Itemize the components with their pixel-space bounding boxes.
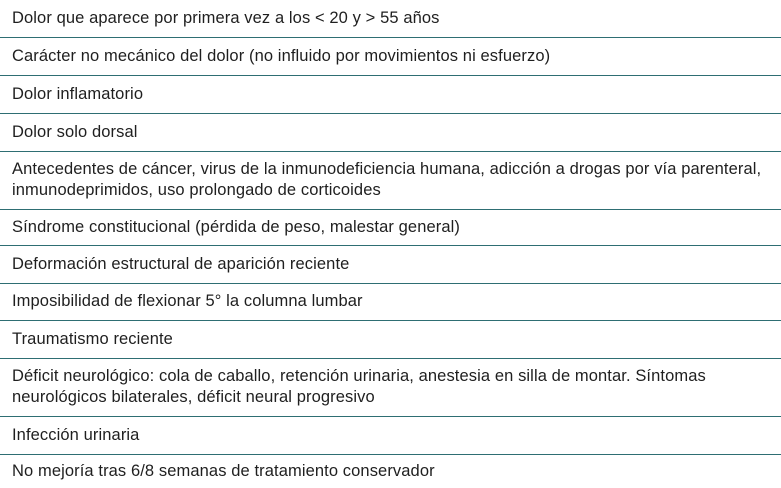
table-cell: Imposibilidad de flexionar 5° la columna lumbar — [0, 283, 781, 320]
table-cell: Síndrome constitucional (pérdida de peso, malestar general) — [0, 209, 781, 245]
table-row — [0, 209, 781, 245]
table-row — [0, 37, 781, 75]
table-cell: Antecedentes de cáncer, virus de la inmunodeficiencia humana, adicción a drogas por vía parenteral, inmunodeprimidos, uso prolongado de corticoides — [0, 151, 781, 209]
table-cell: No mejoría tras 6/8 semanas de tratamiento conservador — [12, 461, 435, 480]
table-row — [0, 320, 781, 358]
table-row — [0, 0, 781, 37]
table-cell: Dolor inflamatorio — [0, 75, 781, 113]
table-row — [0, 245, 781, 283]
table-cell: Dolor que aparece por primera vez a los < 20 y > 55 años — [0, 0, 781, 37]
table-row — [0, 113, 781, 151]
table-cell: Dolor solo dorsal — [0, 113, 781, 151]
table-row — [0, 416, 781, 454]
table-row — [0, 283, 781, 320]
table-row — [0, 151, 781, 209]
table-row — [0, 454, 781, 488]
table-cell: Deformación estructural de aparición reciente — [0, 245, 781, 283]
table-row — [0, 75, 781, 113]
table-cell: Infección urinaria — [0, 416, 781, 454]
table-cell: Traumatismo reciente — [0, 320, 781, 358]
table-cell: Déficit neurológico: cola de caballo, retención urinaria, anestesia en silla de montar. Síntomas neurológicos bilaterales, déficit neural progresivo — [0, 358, 781, 416]
table-row — [0, 358, 781, 416]
table-cell: Carácter no mecánico del dolor (no influido por movimientos ni esfuerzo) — [0, 37, 781, 75]
